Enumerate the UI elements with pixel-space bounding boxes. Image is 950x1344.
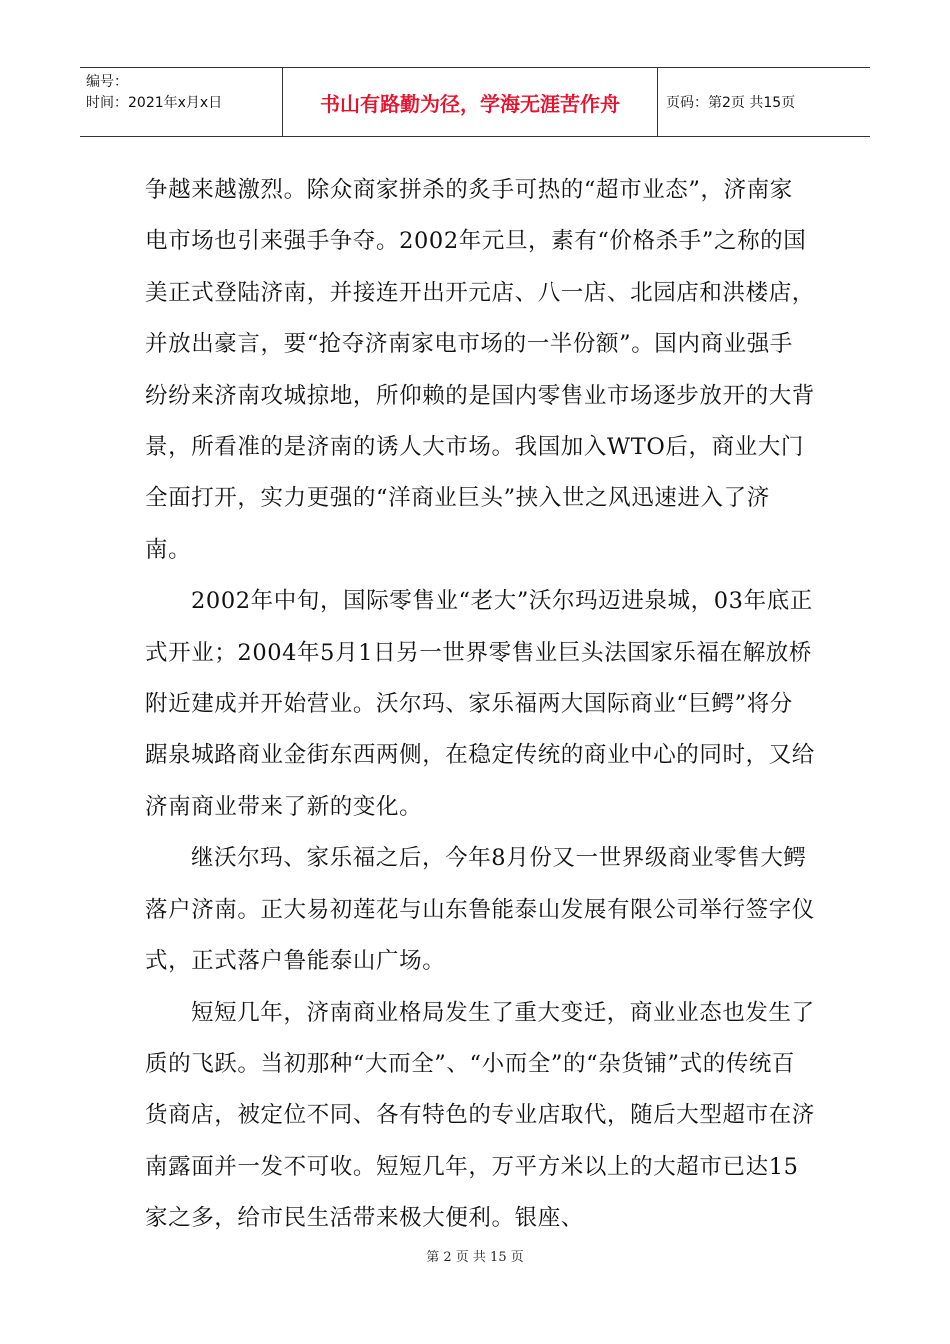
time-label: 时间：2021年x月x日 — [86, 95, 223, 111]
header-page-info: 页码：第2页 共15页 — [666, 95, 796, 111]
page-footer: 第 2 页 共 15 页 — [426, 1250, 524, 1265]
paragraph: 短短几年，济南商业格局发生了重大变迁，商业业态也发生了质的飞跃。当初那种“大而全”、“小而全”的“杂货铺”式的传统百货商店，被定位不同、各有特色的专业店取代，随后大型超市在济南露面并一发不可收。短短几年，万平方米以上的大超市已达15家之多，给市民生活带来极大便利。银座、 — [145, 999, 815, 1232]
paragraph: 继沃尔玛、家乐福之后，今年8月份又一世界级商业零售大鳄落户济南。正大易初莲花与山东鲁能泰山发展有限公司举行签字仪式，正式落户鲁能泰山广场。 — [145, 845, 815, 975]
number-label: 编号： — [86, 74, 128, 90]
header-meta — [80, 68, 283, 136]
header-motto: 书山有路勤为径，学海无涯苦作舟 — [283, 68, 658, 136]
page-header — [80, 67, 870, 137]
document-body — [145, 165, 815, 1245]
paragraph: 争越来越激烈。除众商家拼杀的炙手可热的“超市业态”，济南家电市场也引来强手争夺。2002年元旦，素有“价格杀手”之称的国美正式登陆济南，并接连开出开元店、八一店、北园店和洪楼店，并放出豪言，要“抢夺济南家电市场的一半份额”。国内商业强手纷纷来济南攻城掠地，所仰赖的是国内零售业市场逐步放开的大背景，所看准的是济南的诱人大市场。我国加入WTO后，商业大门全面打开，实力更强的“洋商业巨头”挟入世之风迅速进入了济南。 — [145, 177, 815, 563]
paragraph: 2002年中旬，国际零售业“老大”沃尔玛迈进泉城，03年底正式开业；2004年5月1日另一世界零售业巨头法国家乐福在解放桥附近建成并开始营业。沃尔玛、家乐福两大国际商业“巨鳄”将分踞泉城路商业金街东西两侧，在稳定传统的商业中心的同时，又给济南商业带来了新的变化。 — [145, 588, 815, 820]
